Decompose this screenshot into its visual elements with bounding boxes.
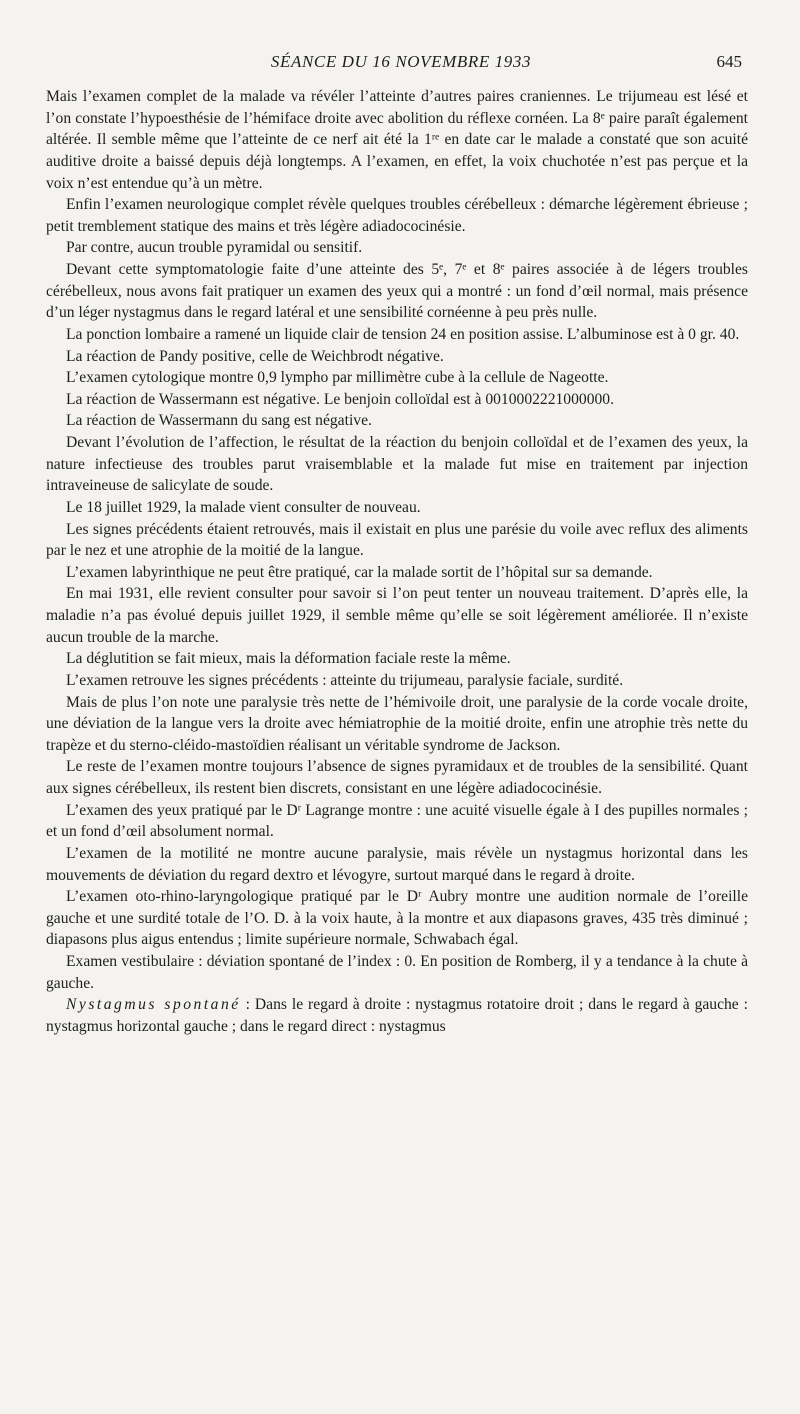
paragraph: La réaction de Pandy positive, celle de Weichbrodt négative.	[66, 347, 444, 365]
paragraph: L’examen oto-rhino-laryngologique pratiqué par le Dʳ Aubry montre une audition normale de l’oreille gauche et une surdité totale de l’O. D. à la voix haute, à la montre et aux diapasons graves, 435 très diminué ; diapasons plus aigus entendus ; limite supérieure normale, Schwabach égal.	[46, 888, 748, 949]
paragraph: L’examen retrouve les signes précédents : atteinte du trijumeau, paralysie faciale, surdité.	[66, 671, 624, 689]
body-text	[46, 86, 748, 1038]
paragraph: Mais de plus l’on note une paralysie très nette de l’hémivoile droit, une paralysie de la corde vocale droite, une déviation de la langue vers la droite avec hémiatrophie de la moitié droite, enfin une atrophie très nette du trapèze et du sterno-cléido-mastoïdien réalisant un véritable syndrome de Jackson.	[46, 693, 748, 754]
running-title: SÉANCE DU 16 NOVEMBRE 1933	[270, 52, 532, 71]
paragraph: L’examen cytologique montre 0,9 lympho par millimètre cube à la cellule de Nageotte.	[66, 369, 609, 387]
paragraph-nystagmus	[46, 994, 748, 1037]
paragraph: La ponction lombaire a ramené un liquide clair de tension 24 en position assise. L’albuminose est à 0 gr. 40.	[66, 325, 740, 343]
paragraph: L’examen de la motilité ne montre aucune paralysie, mais révèle un nystagmus horizontal dans les mouvements de déviation du regard dextro et lévogyre, surtout marqué dans le regard à droite.	[46, 844, 748, 884]
paragraph-text: : Dans le regard à droite : nystagmus rotatoire droit ; dans le regard à gauche : nystagmus horizontal gauche ; dans le regard direct : nystagmus	[46, 996, 748, 1035]
paragraph: En mai 1931, elle revient consulter pour savoir si l’on peut tenter un nouveau traitement. D’après elle, la maladie n’a pas évolué depuis juillet 1929, il semble même qu’elle se soit légèrement améliorée. Il n’existe aucun trouble de la marche.	[46, 585, 748, 646]
paragraph: Devant cette symptomatologie faite d’une atteinte des 5ᵉ, 7ᵉ et 8ᵉ paires associée à de légers troubles cérébelleux, nous avons fait pratiquer un examen des yeux qui a montré : un fond d’œil normal, mais présence d’un léger nystagmus dans le regard latéral et une sensibilité cornéenne à peu près nulle.	[46, 261, 748, 322]
paragraph: La déglutition se fait mieux, mais la déformation faciale reste la même.	[66, 650, 511, 668]
paragraph: Par contre, aucun trouble pyramidal ou sensitif.	[66, 239, 363, 257]
paragraph: Devant l’évolution de l’affection, le résultat de la réaction du benjoin colloïdal et de l’examen des yeux, la nature infectieuse des troubles parut vraisemblable et la malade fut mise en traitement par injection intraveineuse de salicylate de soude.	[46, 434, 748, 495]
page-header	[60, 52, 742, 76]
paragraph: Le reste de l’examen montre toujours l’absence de signes pyramidaux et de troubles de la sensibilité. Quant aux signes cérébelleux, ils restent bien discrets, consistant en une légère adiadococinésie.	[46, 758, 748, 797]
paragraph: La réaction de Wassermann est négative. Le benjoin colloïdal est à 0010002221000000.	[66, 390, 614, 408]
paragraph: Mais l’examen complet de la malade va révéler l’atteinte d’autres paires craniennes. Le trijumeau est lésé et l’on constate l’hypoesthésie de l’hémiface droite avec abolition du réflexe cornéen. La 8ᵉ paire paraît également altérée. Il semble même que l’atteinte de ce nerf ait été la 1ʳᵉ en date car le malade a constaté que son acuité auditive droite a baissé depuis déjà longtemps. A l’examen, en effet, la voix chuchotée n’est pas perçue et la voix n’est entendue qu’à un mètre.	[46, 88, 748, 192]
paragraph: L’examen labyrinthique ne peut être pratiqué, car la malade sortit de l’hôpital sur sa demande.	[66, 563, 653, 581]
paragraph: Le 18 juillet 1929, la malade vient consulter de nouveau.	[66, 498, 421, 516]
page-number: 645	[716, 52, 742, 71]
paragraph: Enfin l’examen neurologique complet révèle quelques troubles cérébelleux : démarche légèrement ébrieuse ; petit tremblement statique des mains et très légère adiadococinésie.	[46, 196, 748, 235]
paragraph: Les signes précédents étaient retrouvés, mais il existait en plus une parésie du voile avec reflux des aliments par le nez et une atrophie de la moitié de la langue.	[46, 520, 748, 560]
paragraph: L’examen des yeux pratiqué par le Dʳ Lagrange montre : une acuité visuelle égale à I des pupilles normales ; et un fond d’œil absolument normal.	[46, 801, 748, 841]
paragraph-lead: Nystagmus spontané	[66, 996, 241, 1014]
paragraph: Examen vestibulaire : déviation spontané de l’index : 0. En position de Romberg, il y a tendance à la chute à gauche.	[46, 953, 748, 992]
paragraph: La réaction de Wassermann du sang est négative.	[66, 412, 372, 430]
